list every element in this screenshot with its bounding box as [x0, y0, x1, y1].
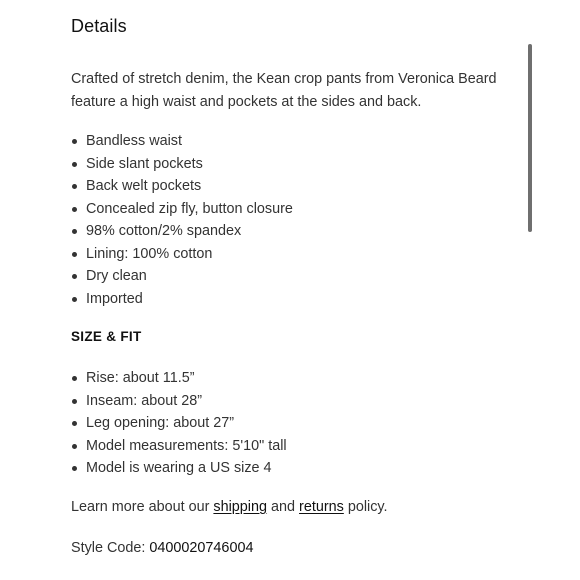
- bullet-icon: [72, 162, 77, 167]
- product-description: Crafted of stretch denim, the Kean crop pants from Veronica Beard feature a high waist and pockets at the sides and back.: [71, 71, 497, 110]
- bullet-icon: [72, 297, 77, 302]
- policy-conjunction: and: [271, 499, 296, 515]
- bullet-icon: [72, 274, 77, 279]
- fit-text: Rise: about 11.5”: [86, 370, 195, 386]
- list-item: [71, 457, 287, 480]
- feature-text: Bandless waist: [86, 133, 182, 149]
- size-fit-list: [71, 367, 287, 480]
- bullet-icon: [72, 184, 77, 189]
- list-item: [71, 367, 287, 390]
- bullet-icon: [72, 139, 77, 144]
- feature-text: Imported: [86, 290, 143, 307]
- bullet-icon: [72, 252, 77, 257]
- fit-text: Model measurements: 5'10" tall: [86, 437, 287, 454]
- policy-text: [71, 496, 388, 518]
- feature-text: Back welt pockets: [86, 178, 202, 194]
- details-heading: Details: [71, 16, 127, 36]
- fit-text: Model is wearing a US size 4: [86, 460, 272, 476]
- size-fit-heading: SIZE & FIT: [71, 329, 142, 344]
- returns-link[interactable]: returns: [299, 499, 344, 515]
- fit-text: Leg opening: about 27”: [86, 415, 235, 431]
- bullet-icon: [72, 207, 77, 212]
- bullet-icon: [72, 376, 77, 381]
- bullet-icon: [72, 399, 77, 404]
- policy-suffix: policy.: [347, 499, 388, 515]
- style-code-value: 0400020746004: [149, 540, 254, 556]
- list-item: [71, 243, 293, 266]
- list-item: [71, 265, 293, 288]
- feature-text: Side slant pockets: [86, 155, 203, 172]
- policy-prefix: Learn more about our: [71, 499, 210, 515]
- bullet-icon: [72, 444, 77, 449]
- feature-text: Lining: 100% cotton: [86, 245, 213, 262]
- list-item: [71, 220, 293, 243]
- bullet-icon: [72, 229, 77, 234]
- list-item: [71, 153, 293, 176]
- list-item: [71, 390, 287, 413]
- feature-text: Dry clean: [86, 268, 147, 284]
- details-feature-list: [71, 130, 293, 310]
- list-item: [71, 175, 293, 198]
- bullet-icon: [72, 421, 77, 426]
- shipping-link[interactable]: shipping: [213, 499, 268, 515]
- list-item: [71, 412, 287, 435]
- bullet-icon: [72, 466, 77, 471]
- feature-text: 98% cotton/2% spandex: [86, 223, 242, 239]
- style-code: [71, 537, 253, 559]
- list-item: [71, 288, 293, 311]
- list-item: [71, 130, 293, 153]
- list-item: [71, 435, 287, 458]
- fit-text: Inseam: about 28”: [86, 392, 202, 409]
- scrollbar-thumb[interactable]: [528, 44, 532, 232]
- list-item: [71, 198, 293, 221]
- style-code-label: Style Code:: [71, 540, 146, 556]
- feature-text: Concealed zip fly, button closure: [86, 200, 293, 217]
